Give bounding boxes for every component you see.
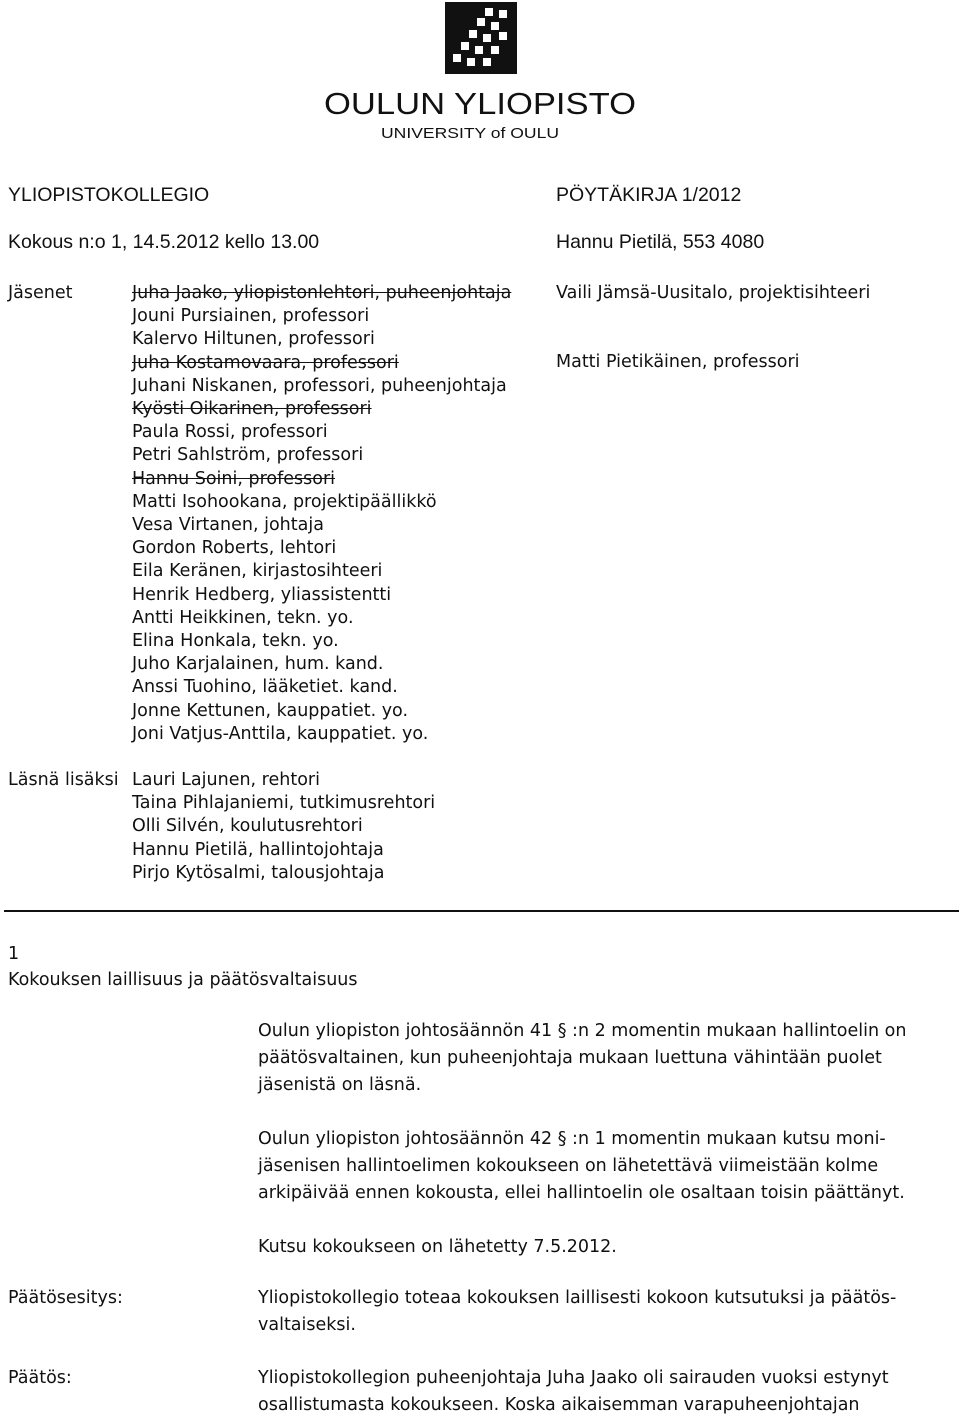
- paragraph-line: valtaiseksi.: [258, 1315, 356, 1335]
- member-item: Matti Isohookana, projektipäällikkö: [132, 491, 437, 512]
- present-label: Läsnä lisäksi: [8, 770, 119, 790]
- present-item: Pirjo Kytösalmi, talousjohtaja: [132, 862, 385, 883]
- members-list: [132, 282, 511, 746]
- substitute-member: Vaili Jämsä-Uusitalo, projektisihteeri: [556, 283, 871, 303]
- document-type: PÖYTÄKIRJA 1/2012: [556, 184, 742, 206]
- present-item: Hannu Pietilä, hallintojohtaja: [132, 839, 384, 860]
- section-title: Kokouksen laillisuus ja päätösvaltaisuus: [8, 970, 358, 990]
- paragraph-line: arkipäivää ennen kokousta, ellei hallintoelin ole osaltaan toisin päättänyt.: [258, 1183, 905, 1203]
- proposal-text: [258, 1285, 896, 1339]
- present-item: Taina Pihlajaniemi, tutkimusrehtori: [132, 793, 436, 814]
- member-item: Hannu Soini, professori: [132, 468, 336, 489]
- paragraph-line: Oulun yliopiston johtosäännön 42 § :n 1 momentin mukaan kutsu moni-: [258, 1129, 886, 1149]
- member-item: Anssi Tuohino, lääketiet. kand.: [132, 677, 398, 698]
- section-divider: [4, 910, 959, 912]
- member-item: Joni Vatjus-Anttila, kauppatiet. yo.: [132, 723, 429, 744]
- contact-info: Hannu Pietilä, 553 4080: [556, 231, 765, 253]
- university-logo-mark-icon: [445, 2, 517, 74]
- present-list: [132, 769, 435, 885]
- paragraph-invitation: [258, 1126, 905, 1207]
- member-item: Gordon Roberts, lehtori: [132, 538, 337, 559]
- issuing-body: YLIOPISTOKOLLEGIO: [8, 184, 210, 206]
- member-item: Elina Honkala, tekn. yo.: [132, 631, 339, 652]
- logo-name: OULUN YLIOPISTO: [324, 86, 636, 121]
- paragraph-line: Oulun yliopiston johtosäännön 41 § :n 2 momentin mukaan hallintoelin on: [258, 1021, 907, 1041]
- member-item: Antti Heikkinen, tekn. yo.: [132, 607, 354, 628]
- member-item: Henrik Hedberg, yliassistentti: [132, 584, 392, 605]
- member-item: Juhani Niskanen, professori, puheenjohtaja: [132, 375, 507, 396]
- meeting-info: Kokous n:o 1, 14.5.2012 kello 13.00: [8, 231, 320, 253]
- paragraph-line: Yliopistokollegio toteaa kokouksen laillisesti kokoon kutsutuksi ja päätös-: [258, 1288, 897, 1308]
- paragraph-line: jäsenistä on läsnä.: [258, 1075, 422, 1095]
- present-item: Lauri Lajunen, rehtori: [132, 770, 320, 790]
- members-label: Jäsenet: [8, 283, 73, 303]
- paragraph-invitation-sent: Kutsu kokoukseen on lähetetty 7.5.2012.: [258, 1237, 617, 1257]
- paragraph-line: Yliopistokollegion puheenjohtaja Juha Jaako oli sairauden vuoksi estynyt: [258, 1368, 889, 1388]
- member-item: Petri Sahlström, professori: [132, 445, 364, 466]
- section-number: 1: [8, 944, 20, 964]
- member-item: Juha Kostamovaara, professori: [132, 352, 399, 373]
- logo-subname: UNIVERSITY of OULU: [381, 125, 559, 142]
- present-item: Olli Silvén, koulutusrehtori: [132, 816, 363, 837]
- member-item: Jonne Kettunen, kauppatiet. yo.: [132, 700, 409, 721]
- paragraph-line: jäsenisen hallintoelimen kokoukseen on lähetettävä viimeistään kolme: [258, 1156, 879, 1176]
- member-item: Kyösti Oikarinen, professori: [132, 399, 372, 420]
- member-item: Juho Karjalainen, hum. kand.: [132, 654, 384, 675]
- member-item: Eila Keränen, kirjastosihteeri: [132, 561, 383, 582]
- member-item: Juha Jaako, yliopistonlehtori, puheenjohtaja: [132, 283, 512, 303]
- decision-text: [258, 1365, 889, 1419]
- paragraph-quorum: [258, 1018, 906, 1099]
- university-logo-text: [322, 86, 638, 142]
- paragraph-line: osallistumasta kokoukseen. Koska aikaisemman varapuheenjohtajan: [258, 1395, 860, 1415]
- member-item: Vesa Virtanen, johtaja: [132, 515, 324, 536]
- paragraph-line: päätösvaltainen, kun puheenjohtaja mukaan luettuna vähintään puolet: [258, 1048, 882, 1068]
- member-item: Kalervo Hiltunen, professori: [132, 329, 375, 350]
- decision-label: Päätös:: [8, 1368, 72, 1388]
- member-item: Paula Rossi, professori: [132, 422, 328, 443]
- member-item: Jouni Pursiainen, professori: [132, 306, 370, 327]
- substitute-member: Matti Pietikäinen, professori: [556, 352, 800, 372]
- proposal-label: Päätösesitys:: [8, 1288, 123, 1308]
